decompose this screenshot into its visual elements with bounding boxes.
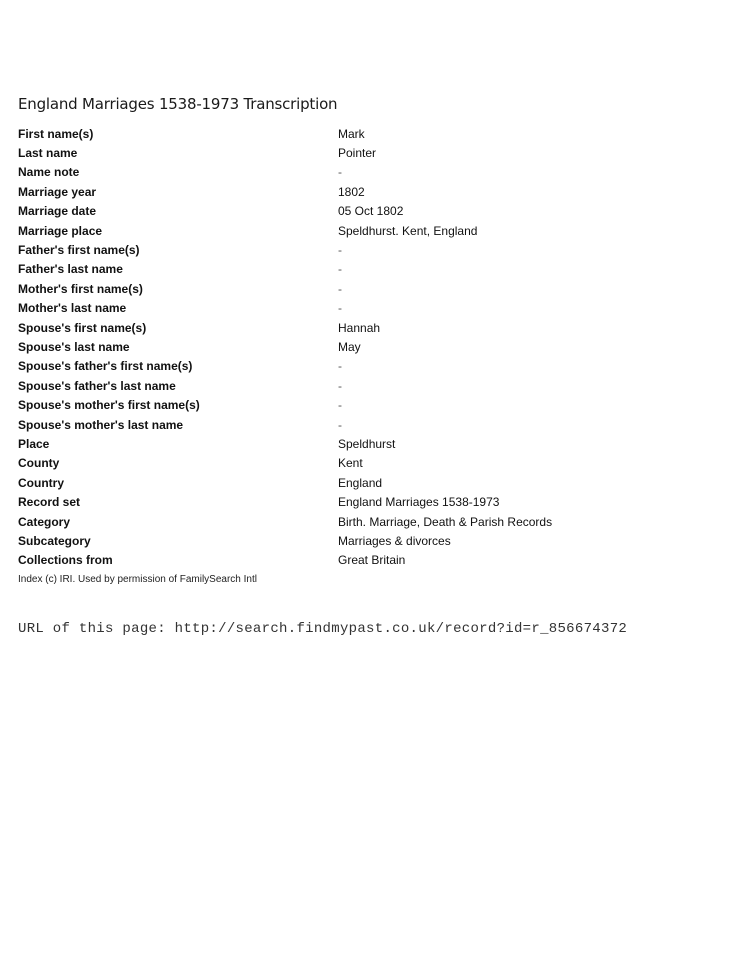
record-row <box>18 531 718 550</box>
record-row <box>18 299 718 318</box>
record-row <box>18 182 718 201</box>
field-label: Father's last name <box>18 262 123 277</box>
field-label: Spouse's last name <box>18 339 130 354</box>
record-row <box>18 415 718 434</box>
field-value: Kent <box>338 456 363 471</box>
field-label: Spouse's mother's last name <box>18 417 184 432</box>
record-row <box>18 318 718 337</box>
field-value: England <box>338 475 383 490</box>
field-label: Spouse's father's last name <box>18 378 176 393</box>
field-value: - <box>338 301 342 316</box>
record-row <box>18 551 718 570</box>
field-label: Father's first name(s) <box>18 243 140 258</box>
record-row <box>18 163 718 182</box>
field-value: - <box>338 378 342 393</box>
field-label: Mother's last name <box>18 301 127 316</box>
record-row <box>18 240 718 259</box>
field-value: 1802 <box>338 184 365 199</box>
field-label: Category <box>18 514 71 529</box>
record-row <box>18 202 718 221</box>
field-label: Spouse's mother's first name(s) <box>18 398 200 413</box>
field-label: Subcategory <box>18 533 91 548</box>
record-row <box>18 357 718 376</box>
record-row <box>18 376 718 395</box>
field-value: - <box>338 165 342 180</box>
record-row <box>18 279 718 298</box>
field-label: Spouse's father's first name(s) <box>18 359 193 374</box>
field-label: Mother's first name(s) <box>18 281 143 296</box>
field-value: Speldhurst <box>338 436 396 451</box>
field-value: Birth. Marriage, Death & Parish Records <box>338 514 553 529</box>
field-value: England Marriages 1538-1973 <box>338 495 500 510</box>
record-row <box>18 454 718 473</box>
record-row <box>18 124 718 143</box>
field-label: Marriage date <box>18 204 97 219</box>
field-label: Name note <box>18 165 80 180</box>
field-label: Last name <box>18 146 78 161</box>
page-title: England Marriages 1538-1973 Transcription <box>18 95 338 113</box>
field-label: Country <box>18 475 64 490</box>
record-row <box>18 260 718 279</box>
record-row <box>18 395 718 414</box>
field-value: - <box>338 281 342 296</box>
field-label: Record set <box>18 495 81 510</box>
record-row <box>18 221 718 240</box>
field-value: Hannah <box>338 320 381 335</box>
field-value: 05 Oct 1802 <box>338 204 404 219</box>
field-value: May <box>338 339 361 354</box>
field-value: - <box>338 398 342 413</box>
field-label: Spouse's first name(s) <box>18 320 147 335</box>
field-value: Great Britain <box>338 553 406 568</box>
record-row <box>18 337 718 356</box>
field-value: Speldhurst. Kent, England <box>338 223 478 238</box>
field-value: Pointer <box>338 146 377 161</box>
record-row <box>18 473 718 492</box>
field-value: - <box>338 417 342 432</box>
field-value: Marriages & divorces <box>338 533 451 548</box>
field-value: - <box>338 359 342 374</box>
field-value: - <box>338 243 342 258</box>
page-url: URL of this page: http://search.findmypast.co.uk/record?id=r_856674372 <box>18 621 628 637</box>
field-label: Marriage year <box>18 184 97 199</box>
field-label: Collections from <box>18 553 113 568</box>
field-label: County <box>18 456 60 471</box>
field-label: First name(s) <box>18 126 94 141</box>
field-value: - <box>338 262 342 277</box>
record-row <box>18 434 718 453</box>
field-label: Marriage place <box>18 223 103 238</box>
field-label: Place <box>18 436 50 451</box>
record-table <box>18 124 718 570</box>
record-row <box>18 512 718 531</box>
record-row <box>18 492 718 511</box>
record-row <box>18 143 718 162</box>
field-value: Mark <box>338 126 365 141</box>
copyright-note: Index (c) IRI. Used by permission of FamilySearch Intl <box>18 574 257 585</box>
